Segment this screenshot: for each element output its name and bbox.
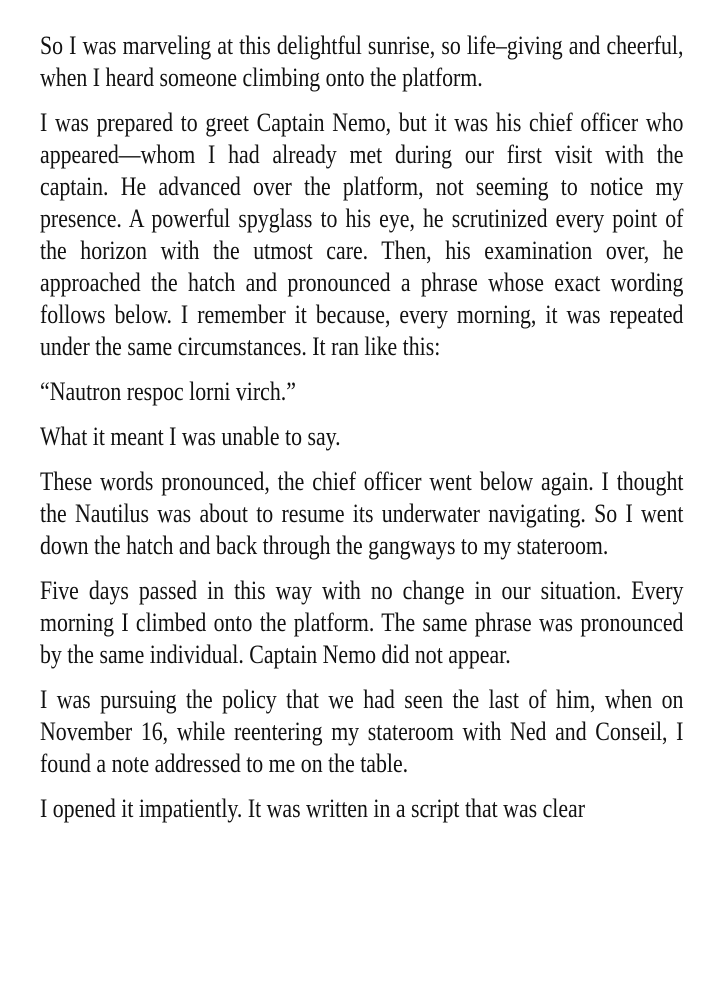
paragraph-five-days: Five days passed in this way with no change in our situation. Every morning I climbed onto the platform. The same phrase was pronounced by the same individual. Captain Nemo did not appear. — [40, 576, 684, 669]
paragraph-note-found: I was pursuing the policy that we had seen the last of him, when on November 16, while reentering my stateroom with Ned and Conseil, I found a note addressed to me on the table. — [40, 685, 684, 778]
paragraph-sunrise: So I was marveling at this delightful sunrise, so life–giving and cheerful, when I heard someone climbing onto the platform. — [40, 31, 684, 92]
book-page — [40, 30, 683, 838]
paragraph-meaning: What it meant I was unable to say. — [40, 422, 341, 451]
paragraph-went-below: These words pronounced, the chief officer went below again. I thought the Nautilus was about to resume its underwater navigating. So I went down the hatch and back through the gangways to my stateroom. — [40, 467, 684, 560]
paragraph-phrase-quote: “Nautron respoc lorni virch.” — [40, 377, 296, 406]
paragraph-opened-note: I opened it impatiently. It was written in a script that was clear — [40, 794, 586, 823]
paragraph-chief-officer: I was prepared to greet Captain Nemo, but it was his chief officer who appeared—whom I had already met during our first visit with the captain. He advanced over the platform, not seeming to notice my presence. A powerful spyglass to his eye, he scrutinized every point of the horizon with the utmost care. Then, his examination over, he approached the hatch and pronounced a phrase whose exact wording follows below. I remember it because, every morning, it was repeated under the same circumstances. It ran like this: — [40, 108, 684, 361]
